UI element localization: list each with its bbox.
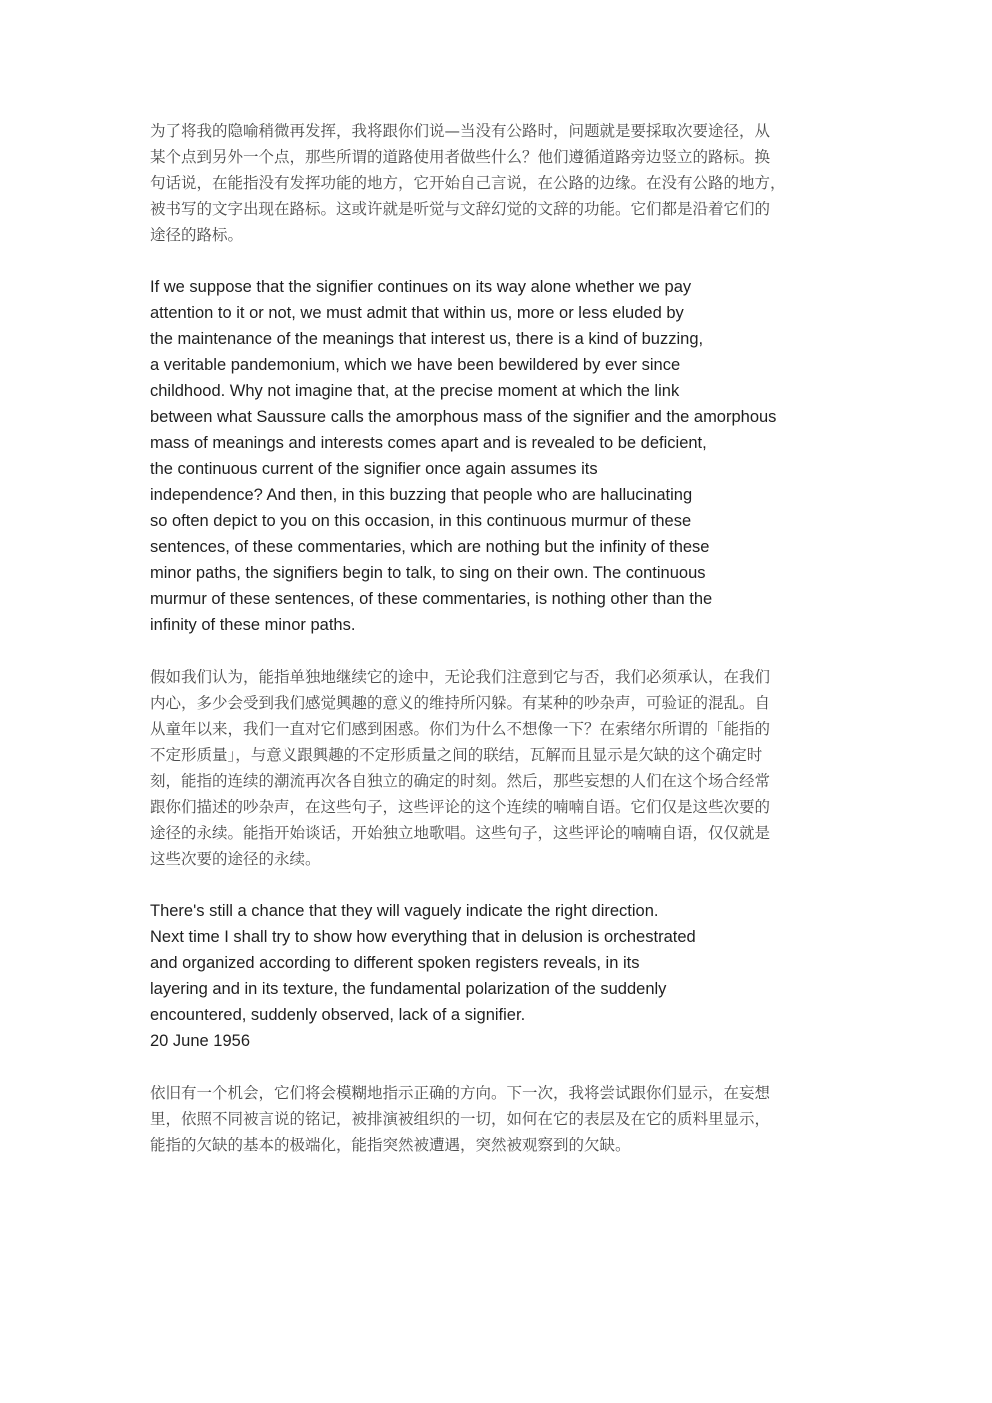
paragraph-spacer xyxy=(150,872,850,898)
text-line: the maintenance of the meanings that interest us, there is a kind of buzzing, xyxy=(150,330,704,348)
text-line: murmur of these sentences, of these commentaries, is nothing other than the xyxy=(150,590,713,608)
text-line: between what Saussure calls the amorphous mass of the signifier and the amorphous xyxy=(150,408,777,426)
text-line: encountered, suddenly observed, lack of a signifier. xyxy=(150,1006,526,1024)
text-line: Next time I shall try to show how everything that in delusion is orchestrated xyxy=(150,928,696,946)
text-line: 跟你们描述的吵杂声，在这些句子，这些评论的这个连续的喃喃自语。它们仅是这些次要的 xyxy=(150,798,771,816)
text-line: and organized according to different spoken registers reveals, in its xyxy=(150,954,640,972)
paragraph-chinese-2 xyxy=(150,664,850,872)
text-line: 句话说，在能指没有发挥功能的地方，它开始自己言说，在公路的边缘。在没有公路的地方， xyxy=(150,174,786,192)
text-line: 不定形质量」，与意义跟興趣的不定形质量之间的联结，瓦解而且显示是欠缺的这个确定时 xyxy=(150,746,763,764)
text-line: 途径的路标。 xyxy=(150,226,244,244)
text-line: so often depict to you on this occasion, in this continuous murmur of these xyxy=(150,512,692,530)
text-line: 被书写的文字出现在路标。这或许就是听觉与文辞幻觉的文辞的功能。它们都是沿着它们的 xyxy=(150,200,771,218)
text-line: a veritable pandemonium, which we have been bewildered by ever since xyxy=(150,356,681,374)
text-line: 依旧有一个机会，它们将会模糊地指示正确的方向。下一次，我将尝试跟你们显示，在妄想 xyxy=(150,1084,771,1102)
text-line: 假如我们认为，能指单独地继续它的途中，无论我们注意到它与否，我们必须承认，在我们 xyxy=(150,668,771,686)
text-line: attention to it or not, we must admit that within us, more or less eluded by xyxy=(150,304,684,322)
paragraph-chinese-3 xyxy=(150,1080,850,1158)
text-line: 某个点到另外一个点，那些所谓的道路使用者做些什么？他们遵循道路旁边竖立的路标。换 xyxy=(150,148,771,166)
date-line: 20 June 1956 xyxy=(150,1032,251,1050)
text-line: 这些次要的途径的永续。 xyxy=(150,850,321,868)
text-line: layering and in its texture, the fundamental polarization of the suddenly xyxy=(150,980,667,998)
text-line: sentences, of these commentaries, which are nothing but the infinity of these xyxy=(150,538,710,556)
text-line: 途径的永续。能指开始谈话，开始独立地歌唱。这些句子，这些评论的喃喃自语，仅仅就是 xyxy=(150,824,771,842)
text-line: 为了将我的隐喻稍微再发挥，我将跟你们说—当没有公路时，问题就是要採取次要途径，从 xyxy=(150,122,771,140)
text-line: 从童年以来，我们一直对它们感到困惑。你们为什么不想像一下？在索绪尔所谓的「能指的 xyxy=(150,720,771,738)
paragraph-english-2 xyxy=(150,898,850,1054)
paragraph-spacer xyxy=(150,1054,850,1080)
text-line: 里，依照不同被言说的铭记，被排演被组织的一切，如何在它的表层及在它的质料里显示， xyxy=(150,1110,771,1128)
text-line: If we suppose that the signifier continues on its way alone whether we pay xyxy=(150,278,692,296)
text-line: There's still a chance that they will vaguely indicate the right direction. xyxy=(150,902,659,920)
text-line: mass of meanings and interests comes apart and is revealed to be deficient, xyxy=(150,434,707,452)
text-line: infinity of these minor paths. xyxy=(150,616,356,634)
text-line: the continuous current of the signifier once again assumes its xyxy=(150,460,598,478)
text-line: 刻，能指的连续的潮流再次各自独立的确定的时刻。然后，那些妄想的人们在这个场合经常 xyxy=(150,772,771,790)
text-line: independence? And then, in this buzzing that people who are hallucinating xyxy=(150,486,693,504)
text-line: 内心，多少会受到我们感觉興趣的意义的维持所闪躲。有某种的吵杂声，可验证的混乱。自 xyxy=(150,694,771,712)
paragraph-chinese-1 xyxy=(150,118,850,248)
paragraph-english-1 xyxy=(150,274,850,638)
paragraph-spacer xyxy=(150,248,850,274)
paragraph-spacer xyxy=(150,638,850,664)
document-page xyxy=(150,118,850,1158)
text-line: 能指的欠缺的基本的极端化，能指突然被遭遇，突然被观察到的欠缺。 xyxy=(150,1136,631,1154)
text-line: childhood. Why not imagine that, at the precise moment at which the link xyxy=(150,382,680,400)
text-line: minor paths, the signifiers begin to talk, to sing on their own. The continuous xyxy=(150,564,706,582)
